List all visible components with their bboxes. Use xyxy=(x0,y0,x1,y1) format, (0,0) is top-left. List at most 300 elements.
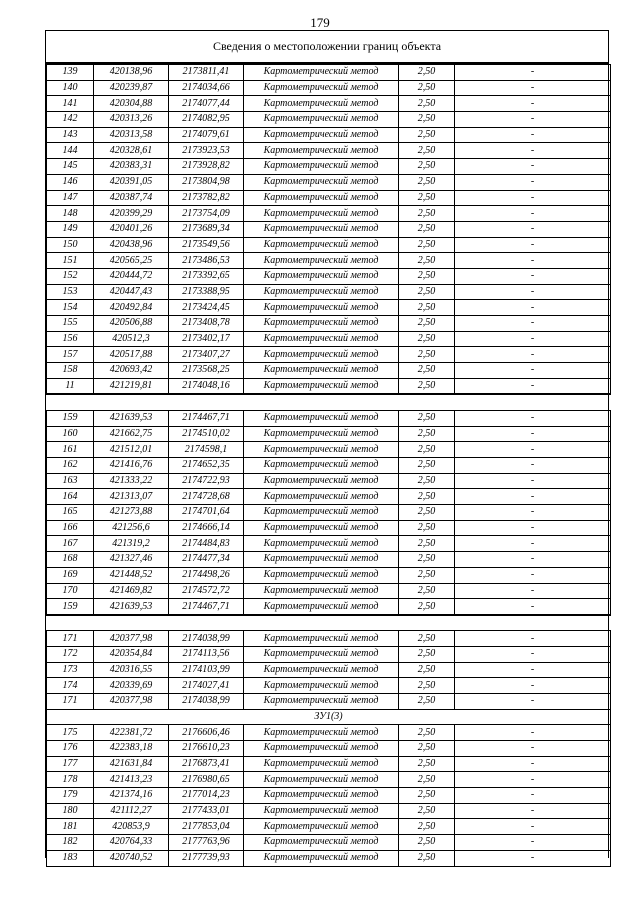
y-coordinate-cell: 2173782,82 xyxy=(169,190,244,206)
method-cell: Картометрический метод xyxy=(244,237,399,253)
x-coordinate-cell: 420565,25 xyxy=(94,253,169,269)
y-coordinate-cell: 2173402,17 xyxy=(169,331,244,347)
table-row xyxy=(47,253,611,269)
x-coordinate-cell: 420391,05 xyxy=(94,174,169,190)
table-row xyxy=(47,363,611,379)
description-cell: - xyxy=(455,190,611,206)
y-coordinate-cell: 2174038,99 xyxy=(169,631,244,647)
point-number-cell: 182 xyxy=(47,835,94,851)
point-number-cell: 151 xyxy=(47,253,94,269)
accuracy-cell: 2,50 xyxy=(399,694,455,710)
table-row xyxy=(47,756,611,772)
table-row xyxy=(47,378,611,394)
point-number-cell: 153 xyxy=(47,284,94,300)
x-coordinate-cell: 420377,98 xyxy=(94,694,169,710)
method-cell: Картометрический метод xyxy=(244,442,399,458)
accuracy-cell: 2,50 xyxy=(399,756,455,772)
accuracy-cell: 2,50 xyxy=(399,442,455,458)
accuracy-cell: 2,50 xyxy=(399,788,455,804)
table-row xyxy=(47,237,611,253)
y-coordinate-cell: 2173754,09 xyxy=(169,206,244,222)
description-cell: - xyxy=(455,159,611,175)
description-cell: - xyxy=(455,237,611,253)
table-row xyxy=(47,505,611,521)
section-label-row xyxy=(47,709,611,725)
y-coordinate-cell: 2174728,68 xyxy=(169,489,244,505)
accuracy-cell: 2,50 xyxy=(399,819,455,835)
table-row xyxy=(47,143,611,159)
description-cell: - xyxy=(455,850,611,866)
x-coordinate-cell: 421639,53 xyxy=(94,410,169,426)
x-coordinate-cell: 421313,07 xyxy=(94,489,169,505)
table-row xyxy=(47,803,611,819)
x-coordinate-cell: 420401,26 xyxy=(94,221,169,237)
method-cell: Картометрический метод xyxy=(244,819,399,835)
method-cell: Картометрический метод xyxy=(244,458,399,474)
description-cell: - xyxy=(455,347,611,363)
description-cell: - xyxy=(455,756,611,772)
table-row xyxy=(47,725,611,741)
point-number-cell: 156 xyxy=(47,331,94,347)
table-row xyxy=(47,520,611,536)
x-coordinate-cell: 422381,72 xyxy=(94,725,169,741)
description-cell: - xyxy=(455,505,611,521)
accuracy-cell: 2,50 xyxy=(399,631,455,647)
x-coordinate-cell: 420377,98 xyxy=(94,631,169,647)
accuracy-cell: 2,50 xyxy=(399,253,455,269)
method-cell: Картометрический метод xyxy=(244,268,399,284)
table-row xyxy=(47,536,611,552)
x-coordinate-cell: 420506,88 xyxy=(94,316,169,332)
method-cell: Картометрический метод xyxy=(244,159,399,175)
point-number-cell: 144 xyxy=(47,143,94,159)
point-number-cell: 148 xyxy=(47,206,94,222)
accuracy-cell: 2,50 xyxy=(399,741,455,757)
method-cell: Картометрический метод xyxy=(244,583,399,599)
point-number-cell: 155 xyxy=(47,316,94,332)
method-cell: Картометрический метод xyxy=(244,599,399,615)
x-coordinate-cell: 420438,96 xyxy=(94,237,169,253)
y-coordinate-cell: 2174666,14 xyxy=(169,520,244,536)
description-cell: - xyxy=(455,442,611,458)
accuracy-cell: 2,50 xyxy=(399,552,455,568)
point-number-cell: 168 xyxy=(47,552,94,568)
x-coordinate-cell: 421112,27 xyxy=(94,803,169,819)
description-cell: - xyxy=(455,80,611,96)
description-cell: - xyxy=(455,174,611,190)
section-label: ЗУ1(3) xyxy=(47,709,611,725)
method-cell: Картометрический метод xyxy=(244,803,399,819)
table-row xyxy=(47,159,611,175)
table-row xyxy=(47,631,611,647)
method-cell: Картометрический метод xyxy=(244,331,399,347)
coordinates-table-frame xyxy=(45,30,609,864)
accuracy-cell: 2,50 xyxy=(399,143,455,159)
y-coordinate-cell: 2173568,25 xyxy=(169,363,244,379)
accuracy-cell: 2,50 xyxy=(399,347,455,363)
accuracy-cell: 2,50 xyxy=(399,331,455,347)
point-number-cell: 174 xyxy=(47,678,94,694)
point-number-cell: 175 xyxy=(47,725,94,741)
y-coordinate-cell: 2177014,23 xyxy=(169,788,244,804)
y-coordinate-cell: 2173392,65 xyxy=(169,268,244,284)
table-row xyxy=(47,80,611,96)
point-number-cell: 146 xyxy=(47,174,94,190)
method-cell: Картометрический метод xyxy=(244,835,399,851)
accuracy-cell: 2,50 xyxy=(399,772,455,788)
method-cell: Картометрический метод xyxy=(244,363,399,379)
method-cell: Картометрический метод xyxy=(244,505,399,521)
table-row xyxy=(47,221,611,237)
accuracy-cell: 2,50 xyxy=(399,65,455,81)
accuracy-cell: 2,50 xyxy=(399,536,455,552)
x-coordinate-cell: 420387,74 xyxy=(94,190,169,206)
method-cell: Картометрический метод xyxy=(244,253,399,269)
y-coordinate-cell: 2173811,41 xyxy=(169,65,244,81)
table-row xyxy=(47,206,611,222)
accuracy-cell: 2,50 xyxy=(399,268,455,284)
x-coordinate-cell: 421631,84 xyxy=(94,756,169,772)
x-coordinate-cell: 421273,88 xyxy=(94,505,169,521)
x-coordinate-cell: 420304,88 xyxy=(94,96,169,112)
y-coordinate-cell: 2173923,53 xyxy=(169,143,244,159)
description-cell: - xyxy=(455,458,611,474)
description-cell: - xyxy=(455,65,611,81)
x-coordinate-cell: 420316,55 xyxy=(94,662,169,678)
accuracy-cell: 2,50 xyxy=(399,378,455,394)
table-row xyxy=(47,835,611,851)
y-coordinate-cell: 2177763,96 xyxy=(169,835,244,851)
accuracy-cell: 2,50 xyxy=(399,300,455,316)
x-coordinate-cell: 420328,61 xyxy=(94,143,169,159)
table-row xyxy=(47,331,611,347)
description-cell: - xyxy=(455,835,611,851)
y-coordinate-cell: 2176610,23 xyxy=(169,741,244,757)
point-number-cell: 183 xyxy=(47,850,94,866)
accuracy-cell: 2,50 xyxy=(399,473,455,489)
method-cell: Картометрический метод xyxy=(244,143,399,159)
description-cell: - xyxy=(455,803,611,819)
method-cell: Картометрический метод xyxy=(244,112,399,128)
point-number-cell: 180 xyxy=(47,803,94,819)
method-cell: Картометрический метод xyxy=(244,127,399,143)
y-coordinate-cell: 2174113,56 xyxy=(169,647,244,663)
point-number-cell: 167 xyxy=(47,536,94,552)
description-cell: - xyxy=(455,112,611,128)
description-cell: - xyxy=(455,694,611,710)
method-cell: Картометрический метод xyxy=(244,678,399,694)
method-cell: Картометрический метод xyxy=(244,694,399,710)
table-row xyxy=(47,552,611,568)
section-separator xyxy=(47,615,611,631)
x-coordinate-cell: 421448,52 xyxy=(94,567,169,583)
y-coordinate-cell: 2174467,71 xyxy=(169,410,244,426)
method-cell: Картометрический метод xyxy=(244,850,399,866)
x-coordinate-cell: 421662,75 xyxy=(94,426,169,442)
x-coordinate-cell: 421327,46 xyxy=(94,552,169,568)
y-coordinate-cell: 2173549,56 xyxy=(169,237,244,253)
y-coordinate-cell: 2174077,44 xyxy=(169,96,244,112)
y-coordinate-cell: 2174498,26 xyxy=(169,567,244,583)
method-cell: Картометрический метод xyxy=(244,552,399,568)
point-number-cell: 166 xyxy=(47,520,94,536)
x-coordinate-cell: 420239,87 xyxy=(94,80,169,96)
accuracy-cell: 2,50 xyxy=(399,647,455,663)
x-coordinate-cell: 420853,9 xyxy=(94,819,169,835)
x-coordinate-cell: 420764,33 xyxy=(94,835,169,851)
point-number-cell: 169 xyxy=(47,567,94,583)
accuracy-cell: 2,50 xyxy=(399,803,455,819)
description-cell: - xyxy=(455,378,611,394)
point-number-cell: 159 xyxy=(47,599,94,615)
description-cell: - xyxy=(455,772,611,788)
description-cell: - xyxy=(455,331,611,347)
method-cell: Картометрический метод xyxy=(244,174,399,190)
y-coordinate-cell: 2173689,34 xyxy=(169,221,244,237)
method-cell: Картометрический метод xyxy=(244,300,399,316)
method-cell: Картометрический метод xyxy=(244,662,399,678)
accuracy-cell: 2,50 xyxy=(399,583,455,599)
description-cell: - xyxy=(455,127,611,143)
x-coordinate-cell: 420138,96 xyxy=(94,65,169,81)
table-row xyxy=(47,284,611,300)
y-coordinate-cell: 2173804,98 xyxy=(169,174,244,190)
description-cell: - xyxy=(455,363,611,379)
description-cell: - xyxy=(455,567,611,583)
table-row xyxy=(47,65,611,81)
table-row xyxy=(47,678,611,694)
accuracy-cell: 2,50 xyxy=(399,237,455,253)
description-cell: - xyxy=(455,206,611,222)
method-cell: Картометрический метод xyxy=(244,536,399,552)
x-coordinate-cell: 421639,53 xyxy=(94,599,169,615)
point-number-cell: 162 xyxy=(47,458,94,474)
description-cell: - xyxy=(455,473,611,489)
table-row xyxy=(47,300,611,316)
x-coordinate-cell: 421416,76 xyxy=(94,458,169,474)
description-cell: - xyxy=(455,583,611,599)
table-row xyxy=(47,473,611,489)
x-coordinate-cell: 420447,43 xyxy=(94,284,169,300)
description-cell: - xyxy=(455,662,611,678)
accuracy-cell: 2,50 xyxy=(399,159,455,175)
description-cell: - xyxy=(455,552,611,568)
y-coordinate-cell: 2177853,04 xyxy=(169,819,244,835)
table-row xyxy=(47,426,611,442)
y-coordinate-cell: 2174701,64 xyxy=(169,505,244,521)
table-row xyxy=(47,268,611,284)
description-cell: - xyxy=(455,143,611,159)
x-coordinate-cell: 421219,81 xyxy=(94,378,169,394)
accuracy-cell: 2,50 xyxy=(399,363,455,379)
table-row xyxy=(47,694,611,710)
table-row xyxy=(47,316,611,332)
method-cell: Картометрический метод xyxy=(244,741,399,757)
y-coordinate-cell: 2174572,72 xyxy=(169,583,244,599)
method-cell: Картометрический метод xyxy=(244,788,399,804)
section-separator-row xyxy=(47,394,611,410)
table-row xyxy=(47,458,611,474)
table-row xyxy=(47,599,611,615)
y-coordinate-cell: 2173408,78 xyxy=(169,316,244,332)
x-coordinate-cell: 420339,69 xyxy=(94,678,169,694)
method-cell: Картометрический метод xyxy=(244,80,399,96)
table-row xyxy=(47,442,611,458)
method-cell: Картометрический метод xyxy=(244,206,399,222)
table-row xyxy=(47,489,611,505)
accuracy-cell: 2,50 xyxy=(399,316,455,332)
method-cell: Картометрический метод xyxy=(244,631,399,647)
method-cell: Картометрический метод xyxy=(244,221,399,237)
accuracy-cell: 2,50 xyxy=(399,505,455,521)
accuracy-cell: 2,50 xyxy=(399,835,455,851)
description-cell: - xyxy=(455,426,611,442)
method-cell: Картометрический метод xyxy=(244,520,399,536)
x-coordinate-cell: 421256,6 xyxy=(94,520,169,536)
table-row xyxy=(47,96,611,112)
y-coordinate-cell: 2174038,99 xyxy=(169,694,244,710)
point-number-cell: 159 xyxy=(47,410,94,426)
y-coordinate-cell: 2173928,82 xyxy=(169,159,244,175)
x-coordinate-cell: 420313,58 xyxy=(94,127,169,143)
description-cell: - xyxy=(455,253,611,269)
table-row xyxy=(47,788,611,804)
point-number-cell: 154 xyxy=(47,300,94,316)
y-coordinate-cell: 2174477,34 xyxy=(169,552,244,568)
table-row xyxy=(47,772,611,788)
description-cell: - xyxy=(455,647,611,663)
x-coordinate-cell: 421469,82 xyxy=(94,583,169,599)
x-coordinate-cell: 421374,16 xyxy=(94,788,169,804)
point-number-cell: 161 xyxy=(47,442,94,458)
accuracy-cell: 2,50 xyxy=(399,567,455,583)
description-cell: - xyxy=(455,96,611,112)
accuracy-cell: 2,50 xyxy=(399,678,455,694)
point-number-cell: 147 xyxy=(47,190,94,206)
y-coordinate-cell: 2177433,01 xyxy=(169,803,244,819)
section-separator xyxy=(47,394,611,410)
accuracy-cell: 2,50 xyxy=(399,127,455,143)
y-coordinate-cell: 2174027,41 xyxy=(169,678,244,694)
point-number-cell: 141 xyxy=(47,96,94,112)
x-coordinate-cell: 421512,01 xyxy=(94,442,169,458)
description-cell: - xyxy=(455,819,611,835)
description-cell: - xyxy=(455,520,611,536)
method-cell: Картометрический метод xyxy=(244,567,399,583)
point-number-cell: 140 xyxy=(47,80,94,96)
table-row xyxy=(47,583,611,599)
point-number-cell: 11 xyxy=(47,378,94,394)
page-number: 179 xyxy=(310,15,330,30)
point-number-cell: 173 xyxy=(47,662,94,678)
x-coordinate-cell: 420383,31 xyxy=(94,159,169,175)
x-coordinate-cell: 422383,18 xyxy=(94,741,169,757)
y-coordinate-cell: 2174034,66 xyxy=(169,80,244,96)
point-number-cell: 149 xyxy=(47,221,94,237)
method-cell: Картометрический метод xyxy=(244,316,399,332)
coordinates-table-body xyxy=(47,65,611,867)
description-cell: - xyxy=(455,599,611,615)
point-number-cell: 170 xyxy=(47,583,94,599)
x-coordinate-cell: 420354,84 xyxy=(94,647,169,663)
x-coordinate-cell: 420313,26 xyxy=(94,112,169,128)
description-cell: - xyxy=(455,536,611,552)
method-cell: Картометрический метод xyxy=(244,647,399,663)
method-cell: Картометрический метод xyxy=(244,347,399,363)
point-number-cell: 176 xyxy=(47,741,94,757)
accuracy-cell: 2,50 xyxy=(399,520,455,536)
x-coordinate-cell: 420444,72 xyxy=(94,268,169,284)
table-row xyxy=(47,112,611,128)
y-coordinate-cell: 2176980,65 xyxy=(169,772,244,788)
point-number-cell: 139 xyxy=(47,65,94,81)
accuracy-cell: 2,50 xyxy=(399,458,455,474)
x-coordinate-cell: 421333,22 xyxy=(94,473,169,489)
table-title: Сведения о местоположении границ объекта xyxy=(46,31,608,64)
x-coordinate-cell: 420399,29 xyxy=(94,206,169,222)
x-coordinate-cell: 420517,88 xyxy=(94,347,169,363)
x-coordinate-cell: 420512,3 xyxy=(94,331,169,347)
table-row xyxy=(47,127,611,143)
y-coordinate-cell: 2173424,45 xyxy=(169,300,244,316)
table-row xyxy=(47,174,611,190)
accuracy-cell: 2,50 xyxy=(399,725,455,741)
y-coordinate-cell: 2174484,83 xyxy=(169,536,244,552)
method-cell: Картометрический метод xyxy=(244,489,399,505)
description-cell: - xyxy=(455,221,611,237)
point-number-cell: 150 xyxy=(47,237,94,253)
description-cell: - xyxy=(455,489,611,505)
table-row xyxy=(47,347,611,363)
accuracy-cell: 2,50 xyxy=(399,96,455,112)
y-coordinate-cell: 2173388,95 xyxy=(169,284,244,300)
y-coordinate-cell: 2174079,61 xyxy=(169,127,244,143)
method-cell: Картометрический метод xyxy=(244,65,399,81)
x-coordinate-cell: 420693,42 xyxy=(94,363,169,379)
method-cell: Картометрический метод xyxy=(244,772,399,788)
y-coordinate-cell: 2174652,35 xyxy=(169,458,244,474)
y-coordinate-cell: 2176873,41 xyxy=(169,756,244,772)
table-row xyxy=(47,410,611,426)
point-number-cell: 145 xyxy=(47,159,94,175)
y-coordinate-cell: 2174598,1 xyxy=(169,442,244,458)
accuracy-cell: 2,50 xyxy=(399,190,455,206)
method-cell: Картометрический метод xyxy=(244,190,399,206)
x-coordinate-cell: 421319,2 xyxy=(94,536,169,552)
point-number-cell: 181 xyxy=(47,819,94,835)
point-number-cell: 177 xyxy=(47,756,94,772)
method-cell: Картометрический метод xyxy=(244,473,399,489)
point-number-cell: 160 xyxy=(47,426,94,442)
accuracy-cell: 2,50 xyxy=(399,662,455,678)
accuracy-cell: 2,50 xyxy=(399,426,455,442)
point-number-cell: 163 xyxy=(47,473,94,489)
description-cell: - xyxy=(455,268,611,284)
y-coordinate-cell: 2174467,71 xyxy=(169,599,244,615)
description-cell: - xyxy=(455,316,611,332)
method-cell: Картометрический метод xyxy=(244,378,399,394)
x-coordinate-cell: 420740,52 xyxy=(94,850,169,866)
point-number-cell: 178 xyxy=(47,772,94,788)
accuracy-cell: 2,50 xyxy=(399,489,455,505)
table-row xyxy=(47,662,611,678)
x-coordinate-cell: 420492,84 xyxy=(94,300,169,316)
method-cell: Картометрический метод xyxy=(244,284,399,300)
point-number-cell: 179 xyxy=(47,788,94,804)
description-cell: - xyxy=(455,300,611,316)
point-number-cell: 164 xyxy=(47,489,94,505)
method-cell: Картометрический метод xyxy=(244,96,399,112)
